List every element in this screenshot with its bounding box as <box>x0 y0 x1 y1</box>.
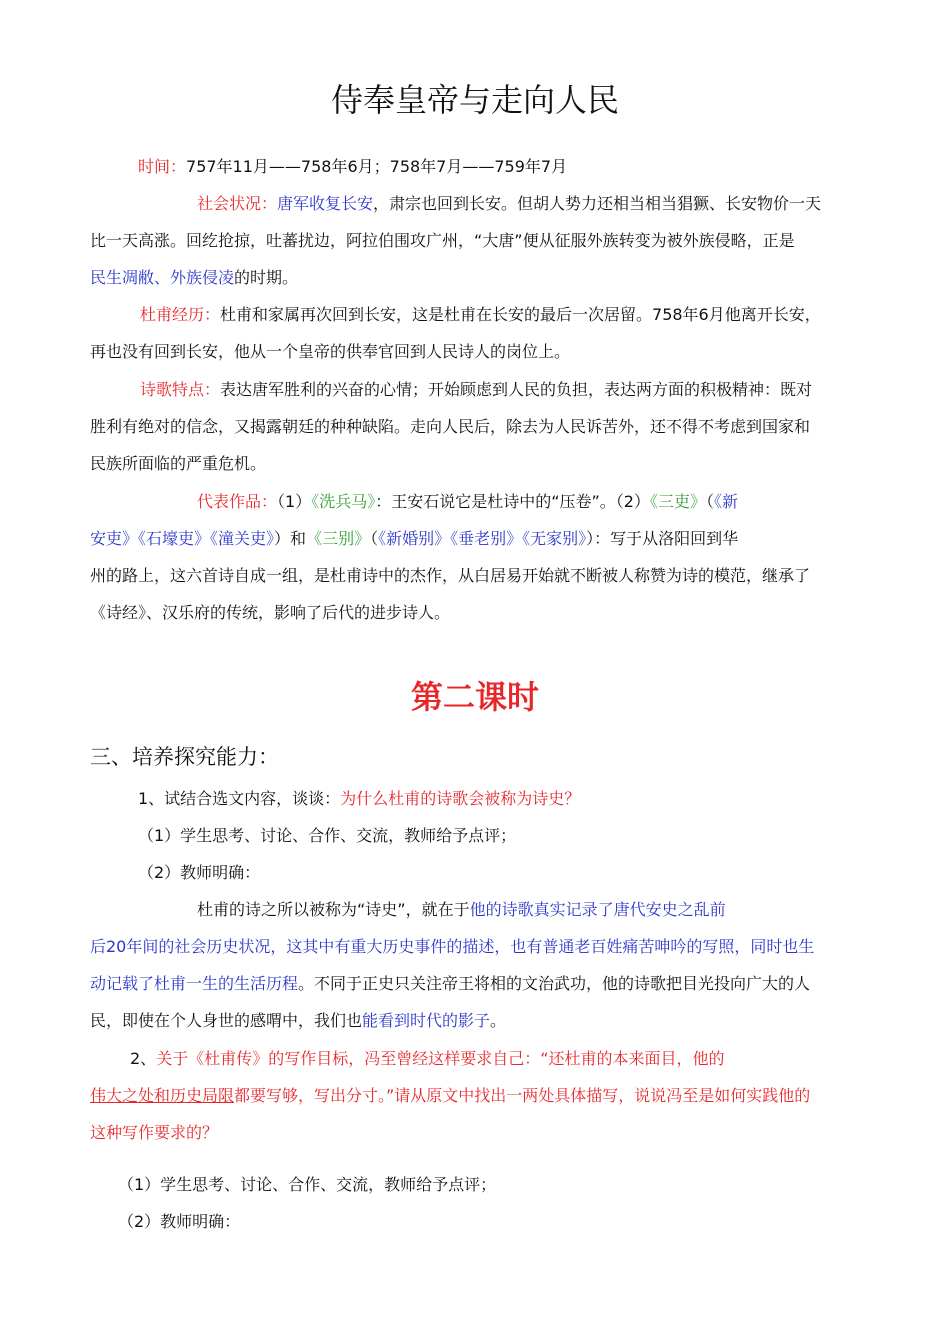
work-chuilaobie: 《垂老别》 <box>450 529 523 548</box>
experience-label: 杜甫经历： <box>140 305 221 324</box>
features-line-3: 民族所面临的严重危机。 <box>90 454 267 473</box>
q1-answer-highlight: 能看到时代的影子 <box>362 1011 491 1030</box>
social-line-1 <box>197 194 821 214</box>
q2-line-2 <box>90 1086 810 1106</box>
features-label: 诗歌特点： <box>140 380 221 399</box>
social-highlight-2: 民生凋敝、外族侵凌 <box>90 268 235 287</box>
q2-underlined-phrase: 伟大之处和历史局限 <box>90 1086 235 1105</box>
works-line-1 <box>197 492 738 512</box>
q1-answer-text: 杜甫的诗之所以被称为“诗史”，就在于 <box>197 900 470 919</box>
works-line-2 <box>90 529 738 549</box>
work-xibingma: 《洗兵马》 <box>311 492 376 511</box>
social-line-2: 比一天高涨。回纥抢掠，吐蕃扰边，阿拉伯围攻广州，“大唐”便从征服外族转变为被外族侵略，正是 <box>90 231 795 250</box>
works-text: （1） <box>277 492 312 511</box>
works-text: ）和 <box>274 529 307 548</box>
works-label: 代表作品： <box>197 492 278 511</box>
q1-answer-line-1 <box>197 900 726 920</box>
q2-number: 2、 <box>130 1049 157 1068</box>
lesson-two-heading: 第二课时 <box>410 678 539 716</box>
q1-answer-text: 。 <box>490 1011 507 1030</box>
features-text-1: 表达唐军胜利的兴奋的心情；开始顾虑到人民的负担，表达两方面的积极精神：既对 <box>220 380 813 399</box>
q1-step-2: （2）教师明确： <box>138 863 261 882</box>
time-value: 757年11月——758年6月；758年7月——759年7月 <box>186 157 568 176</box>
social-label: 社会状况： <box>197 194 278 213</box>
works-line-4: 《诗经》、汉乐府的传统，影响了后代的进步诗人。 <box>90 603 451 622</box>
features-line-2: 胜利有绝对的信念，又揭露朝廷的种种缺陷。走向人民后，除去为人民诉苦外，还不得不考虑到国家和 <box>90 417 811 436</box>
experience-line-2: 再也没有回到长安，他从一个皇帝的供奉官回到人民诗人的岗位上。 <box>90 342 571 361</box>
social-text-3: 的时期。 <box>234 268 299 287</box>
works-text: ）：写于从洛阳回到华 <box>586 529 739 548</box>
work-xinanli-part2: 安吏》 <box>90 529 139 548</box>
social-highlight-1: 唐军收复长安 <box>277 194 374 213</box>
q1-step-1: （1）学生思考、讨论、合作、交流，教师给予点评； <box>138 826 517 845</box>
work-tongguanli: 《潼关吏》 <box>210 529 275 548</box>
q2-step-2: （2）教师明确： <box>118 1212 241 1231</box>
works-line-3: 州的路上，这六首诗自成一组，是杜甫诗中的杰作，从白居易开始就不断被人称赞为诗的模范，继承了 <box>90 566 811 585</box>
q2-step-1: （1）学生思考、讨论、合作、交流，教师给予点评； <box>118 1175 497 1194</box>
section-three-heading: 三、培养探究能力： <box>90 745 279 769</box>
work-xinhunbie: 《新婚别》 <box>378 529 451 548</box>
q2-text-2: 都要写够，写出分寸。”请从原文中找出一两处具体描写，说说冯至是如何实践他的 <box>234 1086 811 1105</box>
work-wujiabie: 《无家别》 <box>522 529 587 548</box>
time-label: 时间： <box>138 157 187 176</box>
q1-answer-text: 民，即使在个人身世的感喟中，我们也 <box>90 1011 363 1030</box>
q2-line-1 <box>130 1049 724 1069</box>
works-text: ：王安石说它是杜诗中的“压卷”。（2） <box>375 492 650 511</box>
q1-answer-text: 。不同于正史只关注帝王将相的文治武功，他的诗歌把目光投向广大的人 <box>298 974 811 993</box>
works-text: （ <box>706 492 715 511</box>
q1-question: 为什么杜甫的诗歌会被称为诗史？ <box>340 789 581 808</box>
q2-text-1: 关于《杜甫传》的写作目标，冯至曾经这样要求自己：“还杜甫的本来面目，他的 <box>156 1049 725 1068</box>
social-text-1: ，肃宗也回到长安。但胡人势力还相当相当猖獗、长安物价一天 <box>373 194 822 213</box>
q1-answer-line-3 <box>90 974 810 994</box>
page-title: 侍奉皇帝与走向人民 <box>330 81 619 119</box>
q1-line <box>138 789 580 809</box>
q1-answer-line-4 <box>90 1011 506 1031</box>
experience-line-1 <box>140 305 821 325</box>
work-sanli: 《三吏》 <box>649 492 706 511</box>
social-line-3 <box>90 268 298 288</box>
works-text: （ <box>370 529 379 548</box>
work-shihaoli: 《石壕吏》 <box>138 529 211 548</box>
q1-answer-line-2: 后20年间的社会历史状况，这其中有重大历史事件的描述，也有普通老百姓痛苦呻吟的写照，同时也生 <box>90 937 815 956</box>
q1-answer-highlight: 动记载了杜甫一生的生活历程 <box>90 974 299 993</box>
q2-line-3: 这种写作要求的？ <box>90 1123 219 1142</box>
experience-text-1: 杜甫和家属再次回到长安，这是杜甫在长安的最后一次居留。758年6月他离开长安， <box>220 305 821 324</box>
features-line-1 <box>140 380 812 400</box>
q1-prefix: 1、试结合选文内容，谈谈： <box>138 789 341 808</box>
work-sanbie: 《三别》 <box>306 529 371 548</box>
q1-answer-highlight: 他的诗歌真实记录了唐代安史之乱前 <box>469 900 726 919</box>
time-line <box>138 157 567 177</box>
work-xinanli-part1: 《新 <box>714 492 739 511</box>
